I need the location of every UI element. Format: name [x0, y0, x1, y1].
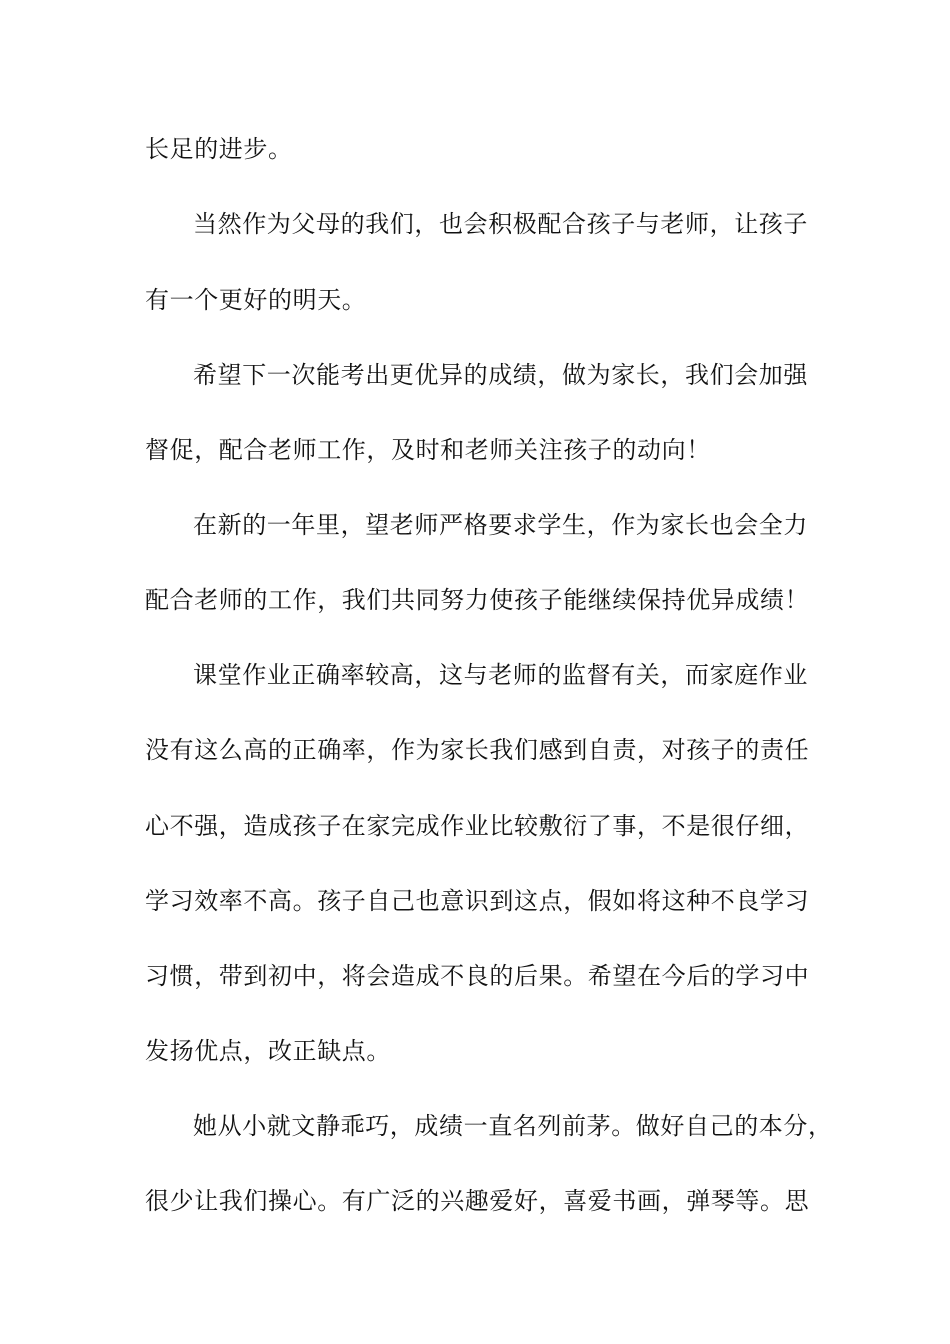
- text-line: 有一个更好的明天。: [145, 286, 367, 314]
- text-line: 配合老师的工作，我们共同努力使孩子能继续保持优异成绩！: [145, 586, 810, 614]
- text-line: 没有这么高的正确率，作为家长我们感到自责，对孩子的责任: [145, 736, 810, 764]
- text-line: 长足的进步。: [145, 135, 293, 163]
- paragraph-first-line: 她从小就文静乖巧，成绩一直名列前茅。做好自己的本分，: [193, 1112, 833, 1140]
- text-line: 习惯，带到初中，将会造成不良的后果。希望在今后的学习中: [145, 962, 810, 990]
- paragraph-first-line: 课堂作业正确率较高，这与老师的监督有关，而家庭作业: [193, 661, 808, 689]
- text-line: 很少让我们操心。有广泛的兴趣爱好，喜爱书画，弹琴等。思: [145, 1187, 810, 1215]
- paragraph-first-line: 希望下一次能考出更优异的成绩，做为家长，我们会加强: [193, 361, 808, 389]
- text-line: 学习效率不高。孩子自己也意识到这点，假如将这种不良学习: [145, 887, 810, 915]
- paragraph-first-line: 当然作为父母的我们，也会积极配合孩子与老师，让孩子: [193, 210, 808, 238]
- paragraph-first-line: 在新的一年里，望老师严格要求学生，作为家长也会全力: [193, 511, 808, 539]
- text-line: 督促，配合老师工作，及时和老师关注孩子的动向！: [145, 436, 711, 464]
- text-line: 发扬优点，改正缺点。: [145, 1037, 391, 1065]
- text-line: 心不强，造成孩子在家完成作业比较敷衍了事，不是很仔细，: [145, 812, 810, 840]
